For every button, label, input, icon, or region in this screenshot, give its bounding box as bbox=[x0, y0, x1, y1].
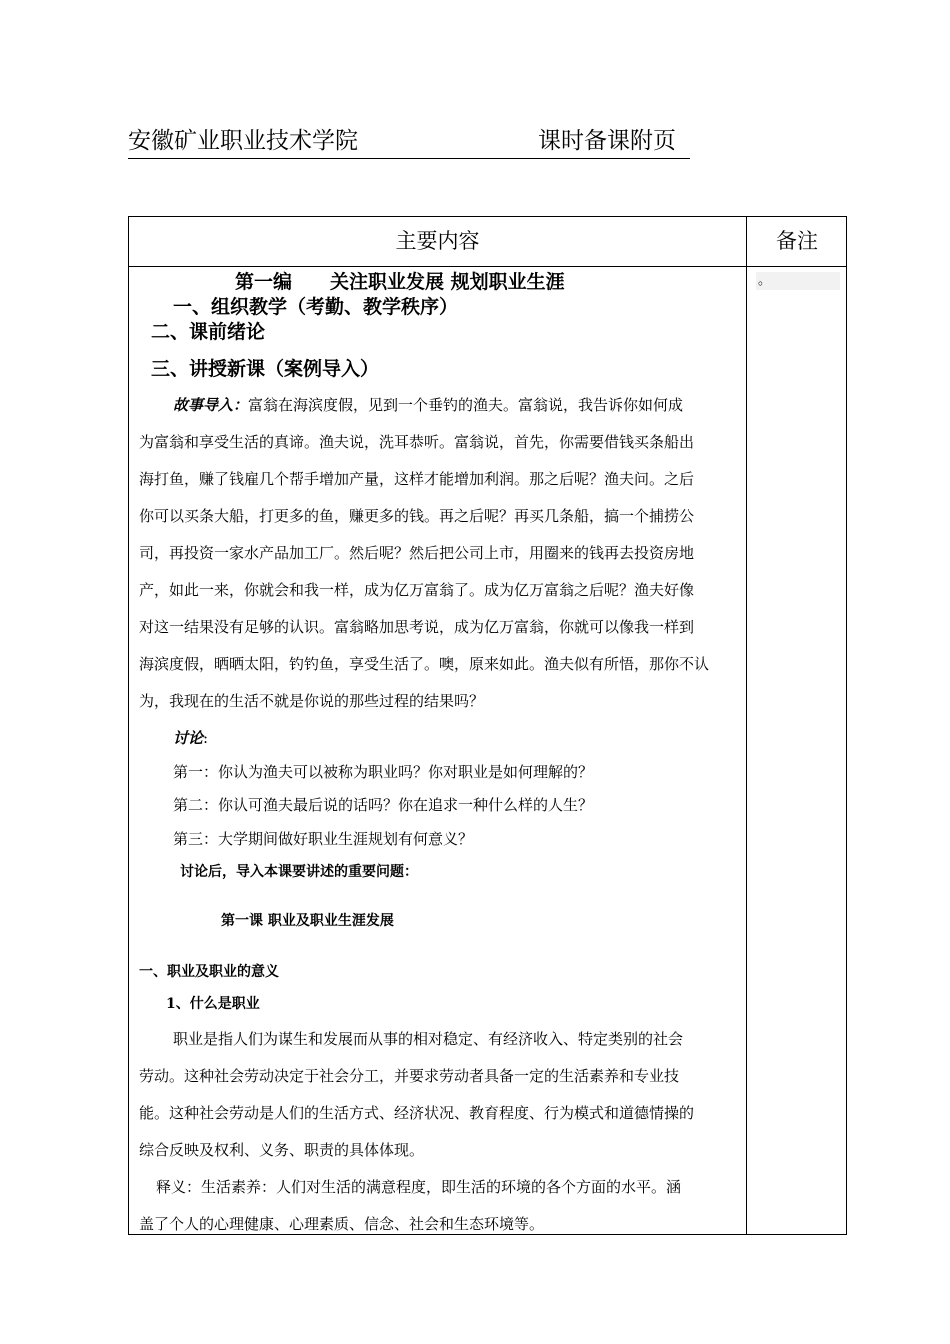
page-name: 课时备课附页 bbox=[538, 128, 676, 154]
document-header bbox=[128, 126, 690, 159]
discussion-question-1: 第一：你认为渔夫可以被称为职业吗？你对职业是如何理解的？ bbox=[173, 763, 594, 781]
section-new-lesson: 三、讲授新课（案例导入） bbox=[151, 358, 380, 380]
lesson-title: 第一课 职业及职业生涯发展 bbox=[221, 913, 394, 929]
column-divider bbox=[746, 217, 747, 1234]
story-line: 产，如此一来，你就会和我一样，成为亿万富翁了。成为亿万富翁之后呢？渔夫好像 bbox=[139, 581, 695, 599]
definition-line: 职业是指人们为谋生和发展而从事的相对稳定、有经济收入、特定类别的社会 bbox=[173, 1030, 684, 1048]
discuss-label: 讨论 bbox=[173, 729, 204, 747]
story-line: 海滨度假，晒晒太阳，钓钓鱼，享受生活了。噢，原来如此。渔夫似有所悟，那你不认 bbox=[139, 655, 710, 673]
definition-line: 综合反映及权利、义务、职责的具体体现。 bbox=[139, 1141, 425, 1159]
explanation-line: 盖了个人的心理健康、心理素质、信念、社会和生态环境等。 bbox=[139, 1215, 545, 1233]
part-title: 第一编 关注职业发展 规划职业生涯 bbox=[235, 271, 565, 293]
note-cell: 。 bbox=[756, 272, 840, 290]
story-line: 为，我现在的生活不就是你说的那些过程的结果吗？ bbox=[139, 692, 485, 710]
after-discussion: 讨论后，导入本课要讲述的重要问题： bbox=[180, 864, 418, 880]
school-name: 安徽矿业职业技术学院 bbox=[128, 128, 358, 154]
definition-line: 劳动。这种社会劳动决定于社会分工，并要求劳动者具备一定的生活素养和专业技 bbox=[139, 1067, 680, 1085]
section-organize: 一、组织教学（考勤、教学秩序） bbox=[173, 296, 459, 318]
discussion-question-2: 第二：你认可渔夫最后说的话吗？你在追求一种什么样的人生？ bbox=[173, 796, 594, 814]
story-line: 你可以买条大船，打更多的鱼，赚更多的钱。再之后呢？再买几条船，搞一个捕捞公 bbox=[139, 507, 695, 525]
story-line: 为富翁和享受生活的真谛。渔夫说，洗耳恭听。富翁说，首先，你需要借钱买条船出 bbox=[139, 433, 695, 451]
definition-line: 能。这种社会劳动是人们的生活方式、经济状况、教育程度、行为模式和道德情操的 bbox=[139, 1104, 695, 1122]
section-career-meaning: 一、职业及职业的意义 bbox=[139, 964, 279, 980]
column-header-note: 备注 bbox=[776, 229, 818, 253]
discuss-heading bbox=[173, 720, 208, 757]
column-header-main: 主要内容 bbox=[395, 229, 480, 253]
story-first-line bbox=[173, 387, 683, 424]
story-label: 故事导入： bbox=[173, 396, 249, 414]
header-divider bbox=[129, 266, 846, 267]
discussion-question-3: 第三：大学期间做好职业生涯规划有何意义？ bbox=[173, 830, 474, 848]
lesson-table bbox=[128, 216, 847, 1235]
section-intro: 二、课前绪论 bbox=[151, 321, 266, 343]
explanation-line: 释义：生活素养：人们对生活的满意程度，即生活的环境的各个方面的水平。涵 bbox=[156, 1178, 682, 1196]
story-line: 司，再投资一家水产品加工厂。然后呢？然后把公司上市，用圈来的钱再去投资房地 bbox=[139, 544, 695, 562]
subsection-what-is-career: 1、什么是职业 bbox=[166, 996, 260, 1012]
discuss-colon: : bbox=[203, 729, 209, 747]
story-line: 富翁在海滨度假，见到一个垂钓的渔夫。富翁说，我告诉你如何成 bbox=[248, 396, 684, 414]
story-line: 对这一结果没有足够的认识。富翁略加思考说，成为亿万富翁，你就可以像我一样到 bbox=[139, 618, 695, 636]
story-line: 海打鱼，赚了钱雇几个帮手增加产量，这样才能增加利润。那之后呢？渔夫问。之后 bbox=[139, 470, 695, 488]
